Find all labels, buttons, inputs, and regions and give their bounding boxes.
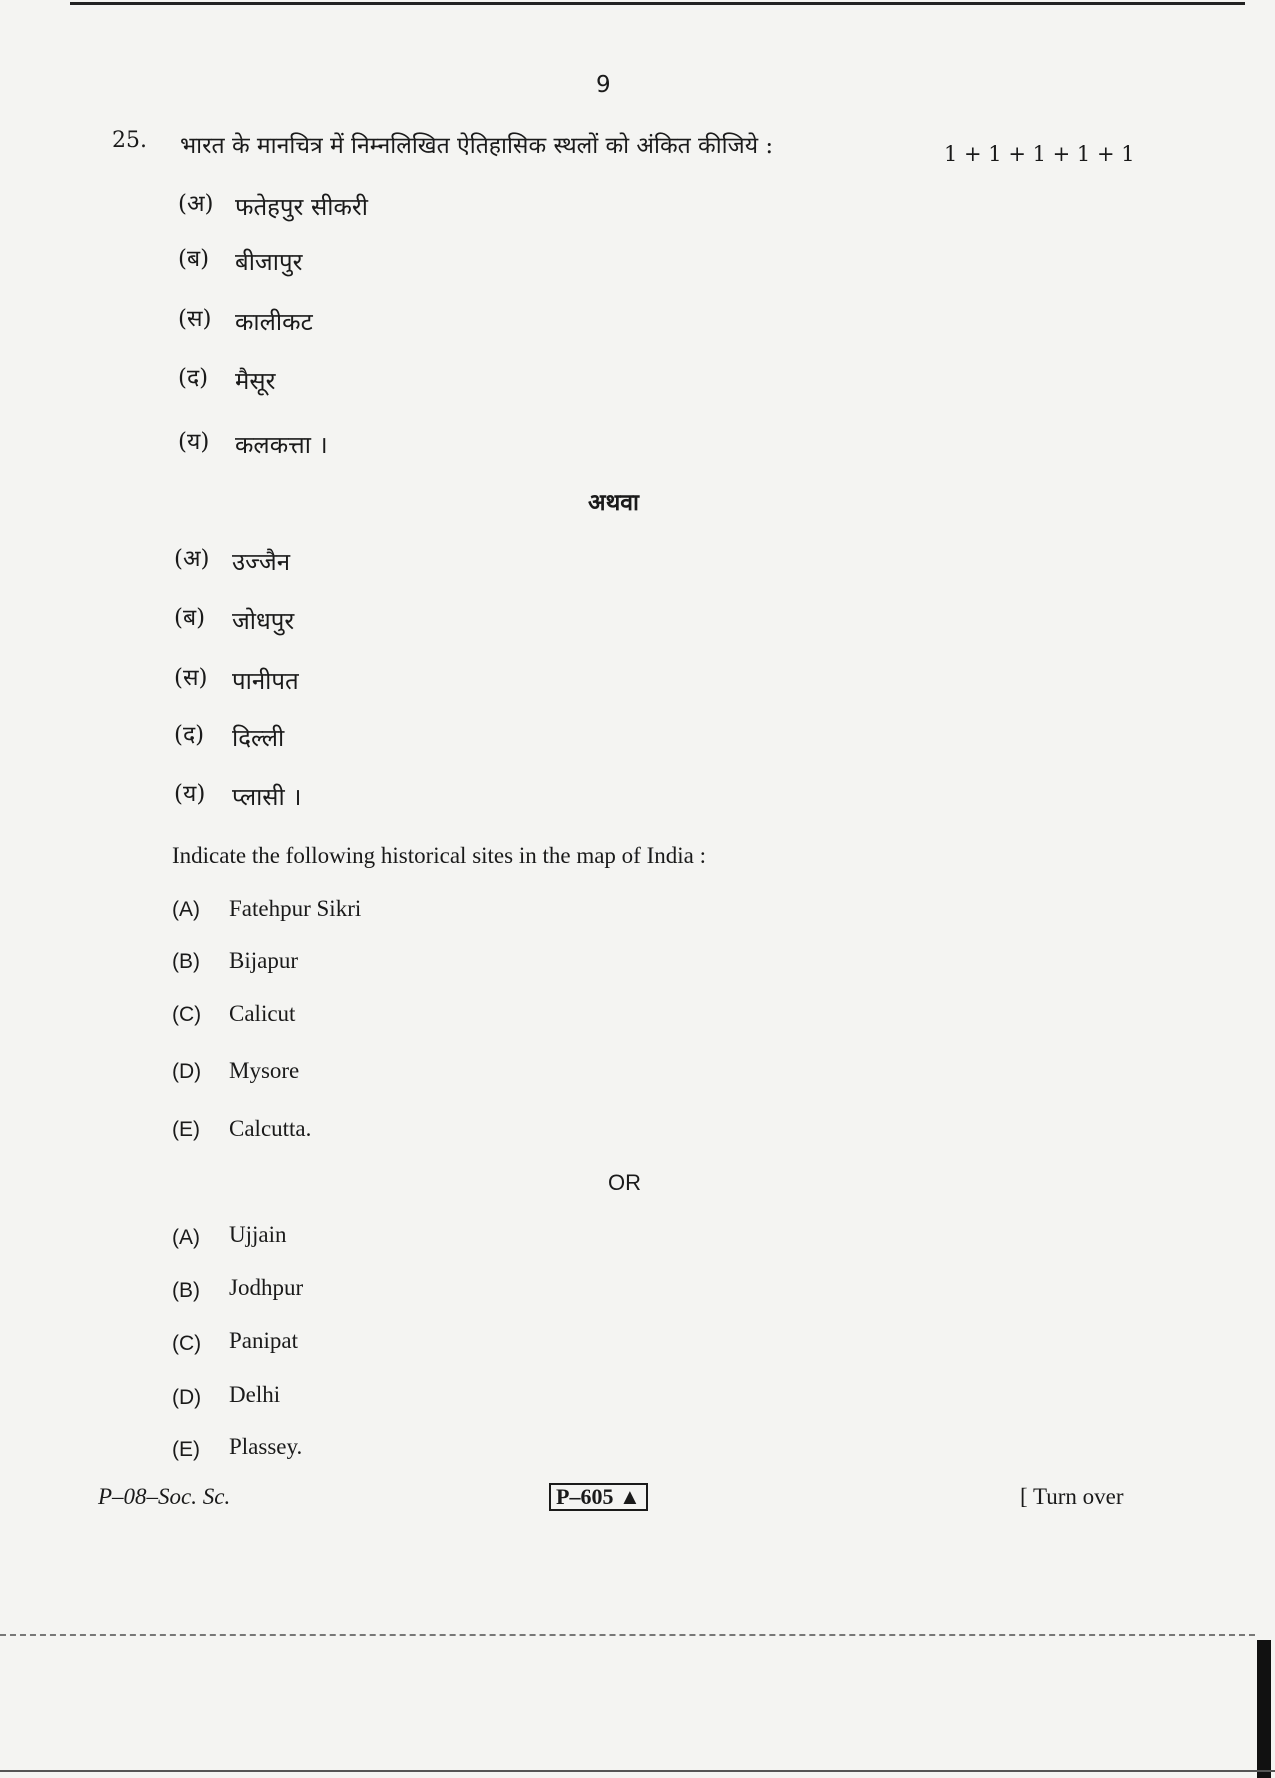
item-text: जोधपुर (232, 607, 295, 635)
item-text: Plassey. (229, 1434, 303, 1459)
item-label: (द) (178, 365, 209, 391)
footer-page-code: P–605 ▲ (549, 1483, 648, 1511)
item-label: (E) (172, 1118, 200, 1141)
hindi-or-divider: अथवा (588, 489, 640, 516)
item-text: दिल्ली (232, 724, 285, 752)
item-label: (स) (174, 665, 208, 691)
question-marks: 1 + 1 + 1 + 1 + 1 (944, 142, 1135, 166)
item-label: (D) (172, 1386, 202, 1409)
item-label: (A) (172, 1226, 200, 1249)
item-label: (स) (178, 306, 212, 332)
item-text: Fatehpur Sikri (229, 896, 362, 921)
item-label: (द) (174, 722, 205, 748)
question-number: 25. (112, 128, 147, 153)
english-instruction: Indicate the following historical sites in the map of India : (172, 843, 706, 868)
question-text-hindi: भारत के मानचित्र में निम्नलिखित ऐतिहासिक स्थलों को अंकित कीजिये : (180, 133, 774, 159)
item-text: Bijapur (229, 948, 298, 973)
item-text: प्लासी । (232, 783, 302, 811)
scan-edge-bar (1257, 1640, 1271, 1778)
scan-bottom-edge (0, 1770, 1275, 1772)
item-label: (अ) (178, 191, 214, 217)
item-text: Delhi (229, 1382, 281, 1407)
item-label: (A) (172, 898, 200, 921)
item-label: (अ) (174, 546, 210, 572)
item-text: मैसूर (235, 367, 276, 395)
item-text: उज्जैन (232, 548, 291, 576)
scan-bottom-rule (0, 1634, 1255, 1636)
page-number: 9 (596, 72, 611, 98)
item-label: (ब) (174, 605, 206, 631)
item-text: बीजापुर (235, 248, 303, 276)
item-text: Mysore (229, 1058, 300, 1083)
item-text: Calicut (229, 1001, 296, 1026)
item-text: Calcutta. (229, 1116, 312, 1141)
item-text: Panipat (229, 1328, 298, 1353)
english-or-divider: OR (608, 1170, 641, 1195)
footer-turn-over: [ Turn over (1020, 1484, 1124, 1509)
item-text: Ujjain (229, 1222, 287, 1247)
item-label: (B) (172, 1279, 200, 1302)
item-text: Jodhpur (229, 1275, 304, 1300)
footer-paper-code: P–08–Soc. Sc. (98, 1484, 231, 1509)
item-text: पानीपत (232, 667, 299, 695)
item-label: (य) (174, 781, 206, 807)
item-label: (ब) (178, 246, 210, 272)
item-label: (B) (172, 950, 200, 973)
item-text: कलकत्ता । (235, 431, 328, 459)
item-label: (E) (172, 1438, 200, 1461)
item-label: (C) (172, 1332, 202, 1355)
item-label: (D) (172, 1060, 202, 1083)
scan-top-rule (70, 2, 1245, 5)
item-text: फतेहपुर सीकरी (235, 193, 368, 221)
item-text: कालीकट (235, 308, 313, 336)
item-label: (य) (178, 429, 210, 455)
item-label: (C) (172, 1003, 202, 1026)
